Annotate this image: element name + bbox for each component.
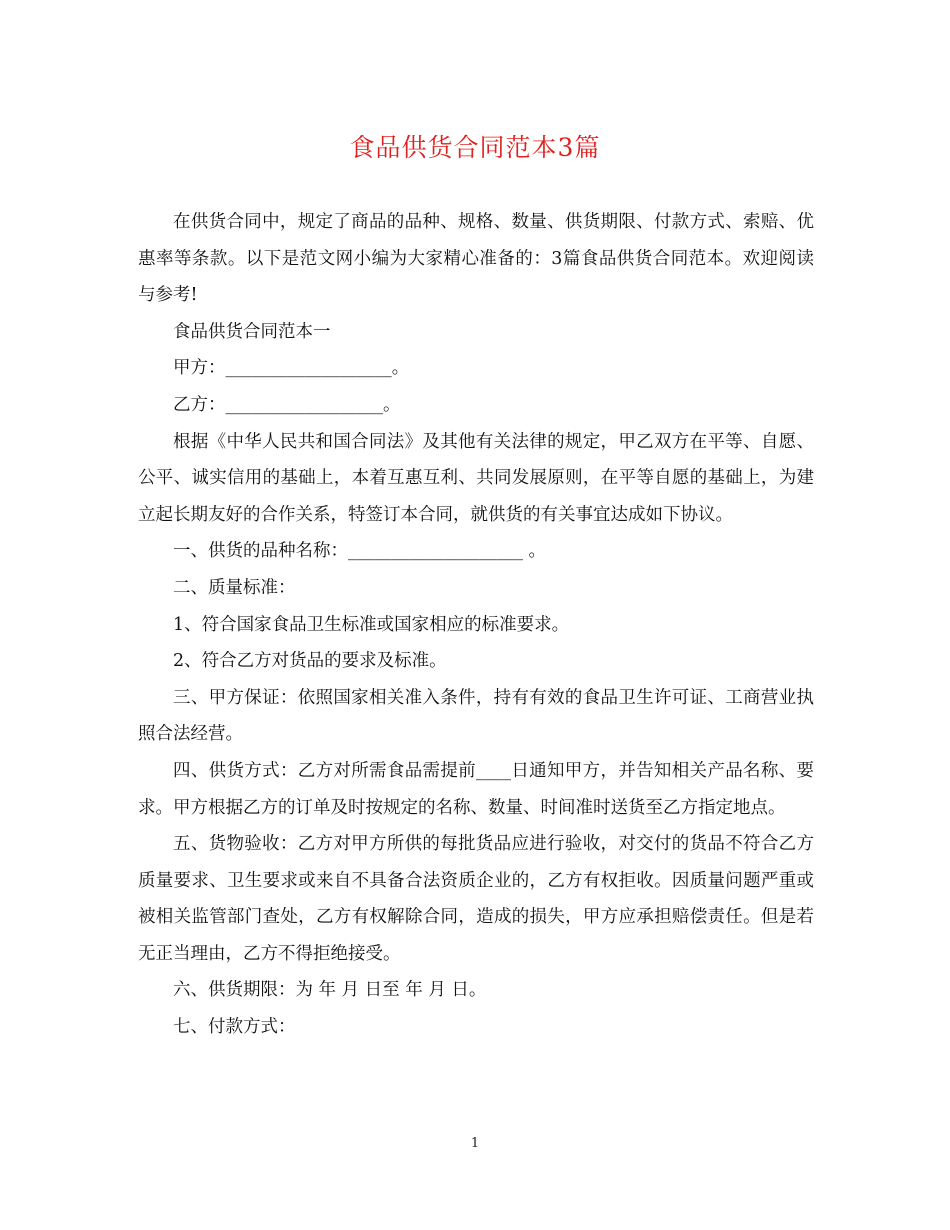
- clause-7: 七、付款方式：: [173, 1017, 296, 1038]
- clause-2-item-2: 2、符合乙方对货品的要求及标准。: [173, 651, 447, 672]
- clause-2: 二、质量标准：: [173, 577, 296, 598]
- clause-5: 五、货物验收：乙方对甲方所供的每批货品应进行验收，对交付的货品不符合乙方质量要求、卫生要求或来自不具备合法资质企业的，乙方有权拒收。因质量问题严重或被相关监管部门查处，乙方有权解除合同，造成的损失，甲方应承担赔偿责任。但是若无正当理由，乙方不得拒绝接受。: [138, 834, 814, 964]
- clause-6: 六、供货期限：为 年 月 日至 年 月 日。: [173, 980, 487, 1001]
- preamble-paragraph: 根据《中华人民共和国合同法》及其他有关法律的规定，甲乙双方在平等、自愿、公平、诚实信用的基础上，本着互惠互利、共同发展原则，在平等自愿的基础上，为建立起长期友好的合作关系，特签订本合同，就供货的有关事宜达成如下协议。: [138, 431, 814, 525]
- clause-1: 一、供货的品种名称：____________________ 。: [173, 541, 547, 562]
- document-body: [138, 204, 814, 1046]
- party-a-line: 甲方：___________________。: [173, 358, 410, 379]
- party-b-line: 乙方：__________________。: [173, 394, 401, 415]
- clause-2-item-1: 1、符合国家食品卫生标准或国家相应的标准要求。: [173, 614, 570, 635]
- intro-paragraph: 在供货合同中，规定了商品的品种、规格、数量、供货期限、付款方式、索赔、优惠率等条款。以下是范文网小编为大家精心准备的：3篇食品供货合同范本。欢迎阅读与参考!: [138, 212, 814, 306]
- clause-3: 三、甲方保证：依照国家相关准入条件，持有有效的食品卫生许可证、工商营业执照合法经营。: [138, 687, 814, 745]
- page-number: 1: [470, 1136, 480, 1151]
- document-title: 食品供货合同范本3篇: [349, 133, 601, 162]
- section-heading: 食品供货合同范本一: [173, 321, 331, 342]
- clause-4: 四、供货方式：乙方对所需食品需提前____日通知甲方，并告知相关产品名称、要求。甲方根据乙方的订单及时按规定的名称、数量、时间准时送货至乙方指定地点。: [138, 760, 814, 818]
